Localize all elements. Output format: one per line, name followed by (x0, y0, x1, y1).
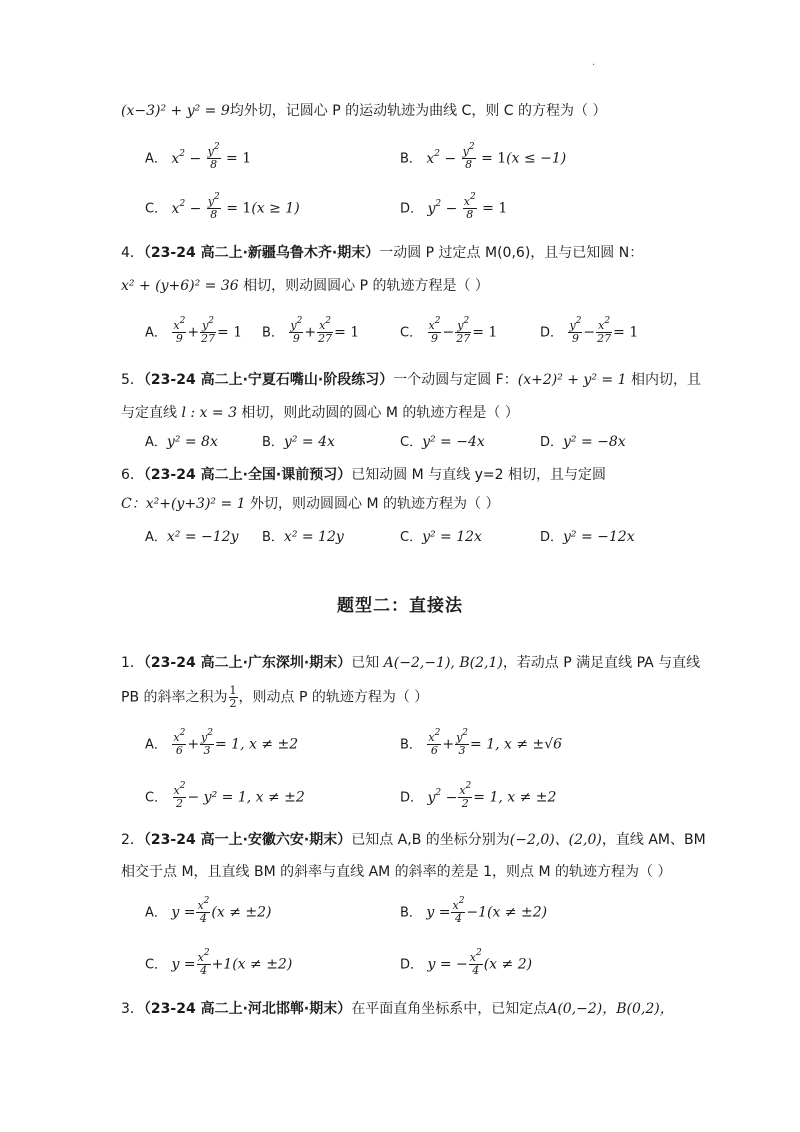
top-marker: · (592, 60, 596, 71)
q4-line1: 4．（23-24 高二上·新疆乌鲁木齐·期末）一动圆 P 过定点 M(0,6)，且与已知圆 N： (121, 245, 644, 261)
q5-line1: 5．（23-24 高二上·宁夏石嘴山·阶段练习）一个动圆与定圆 F：(x+2)² + y² = 1 相内切，且 (121, 372, 701, 388)
q6-option-c: C．y² = 12x (400, 529, 482, 545)
s2q1-option-c: C． $\frac{x^2}{2}$ − y² = 1, x ≠ ±2 (145, 781, 305, 810)
q5-option-a: A．y² = 8x (145, 434, 218, 450)
q6-line2: C：x²+(y+3)² = 1 外切，则动圆圆心 M 的轨迹方程为（ ） (121, 496, 500, 512)
q4-option-a: A． $\frac{x^2}{9}$ + $\frac{y^2}{27}$ = 1 (145, 316, 243, 345)
q4-line2: x² + (y+6)² = 36 相切，则动圆圆心 P 的轨迹方程是（ ） (121, 278, 489, 294)
s2q2-option-d: D． y = − $\frac{x^2}{4}$ (x ≠ 2) (400, 948, 533, 977)
s2q1-line2: PB 的斜率之积为 $\frac{1}{2}$ ，则动点 P 的轨迹方程为（ ） (121, 684, 429, 710)
q5-option-c: C．y² = −4x (400, 434, 485, 450)
s2q1-line1: 1．（23-24 高二上·广东深圳·期末）已知 A(−2,−1), B(2,1)，若动点 P 满足直线 PA 与直线 (121, 655, 701, 671)
s2q2-line1: 2．（23-24 高一上·安徽六安·期末）已知点 A,B 的坐标分别为(−2,0)、(2,0)，直线 AM、BM (121, 832, 706, 848)
s2q2-option-a: A． y = $\frac{x^2}{4}$ (x ≠ ±2) (145, 896, 272, 925)
prev-option-d: D． $y^2$ − $\frac{x^2}{8}$ = 1 (400, 192, 508, 221)
s2q1-option-a: A． $\frac{x^2}{6}$ + $\frac{y^2}{3}$ = 1, x ≠ ±2 (145, 728, 299, 757)
intro-line (121, 101, 606, 121)
s2q1-option-d: D． $y^2$ − $\frac{x^2}{2}$ = 1, x ≠ ±2 (400, 781, 557, 810)
q4-option-c: C． $\frac{x^2}{9}$ − $\frac{y^2}{27}$ = 1 (400, 316, 498, 345)
q5-option-b: B．y² = 4x (262, 434, 335, 450)
q5-line2: 与定直线 l : x = 3 相切，则此动圆的圆心 M 的轨迹方程是（ ） (121, 405, 519, 421)
q4-option-d: D． $\frac{y^2}{9}$ − $\frac{x^2}{27}$ = 1 (540, 316, 639, 345)
q4-option-b: B． $\frac{y^2}{9}$ + $\frac{x^2}{27}$ = 1 (262, 316, 360, 345)
s2q3-line1: 3．（23-24 高二上·河北邯郸·期末）在平面直角坐标系中，已知定点A(0,−2)，B(0,2)， (121, 1001, 674, 1017)
s2q2-line2: 相交于点 M，且直线 BM 的斜率与直线 AM 的斜率的差是 1，则点 M 的轨迹方程为（ ） (121, 864, 672, 880)
prev-option-b: B． $x^2$ − $\frac{y^2}{8}$ = 1(x ≤ −1) (400, 142, 567, 171)
intro-text: 均外切，记圆心 P 的运动轨迹为曲线 C，则 C 的方程为（ ） (229, 103, 607, 119)
s2q2-option-c: C． y = $\frac{x^2}{4}$ +1(x ≠ ±2) (145, 948, 293, 977)
s2q2-option-b: B． y = $\frac{x^2}{4}$ −1(x ≠ ±2) (400, 896, 548, 925)
prev-option-a: A． $x^2$ − $\frac{y^2}{8}$ = 1 (145, 142, 252, 171)
prev-option-c: C． $x^2$ − $\frac{y^2}{8}$ = 1(x ≥ 1) (145, 192, 300, 221)
q5-option-d: D．y² = −8x (540, 434, 626, 450)
q6-option-d: D．y² = −12x (540, 529, 635, 545)
q6-option-b: B．x² = 12y (262, 529, 344, 545)
s2q1-option-b: B． $\frac{x^2}{6}$ + $\frac{y^2}{3}$ = 1, x ≠ ±√6 (400, 728, 563, 757)
q6-line1: 6．（23-24 高二上·全国·课前预习）已知动圆 M 与直线 y=2 相切，且与定圆 (121, 467, 607, 483)
q6-option-a: A．x² = −12y (145, 529, 239, 545)
intro-equation: (x−3)² + y² = 9 (121, 103, 230, 119)
section-title: 题型二：直接法 (337, 596, 463, 616)
